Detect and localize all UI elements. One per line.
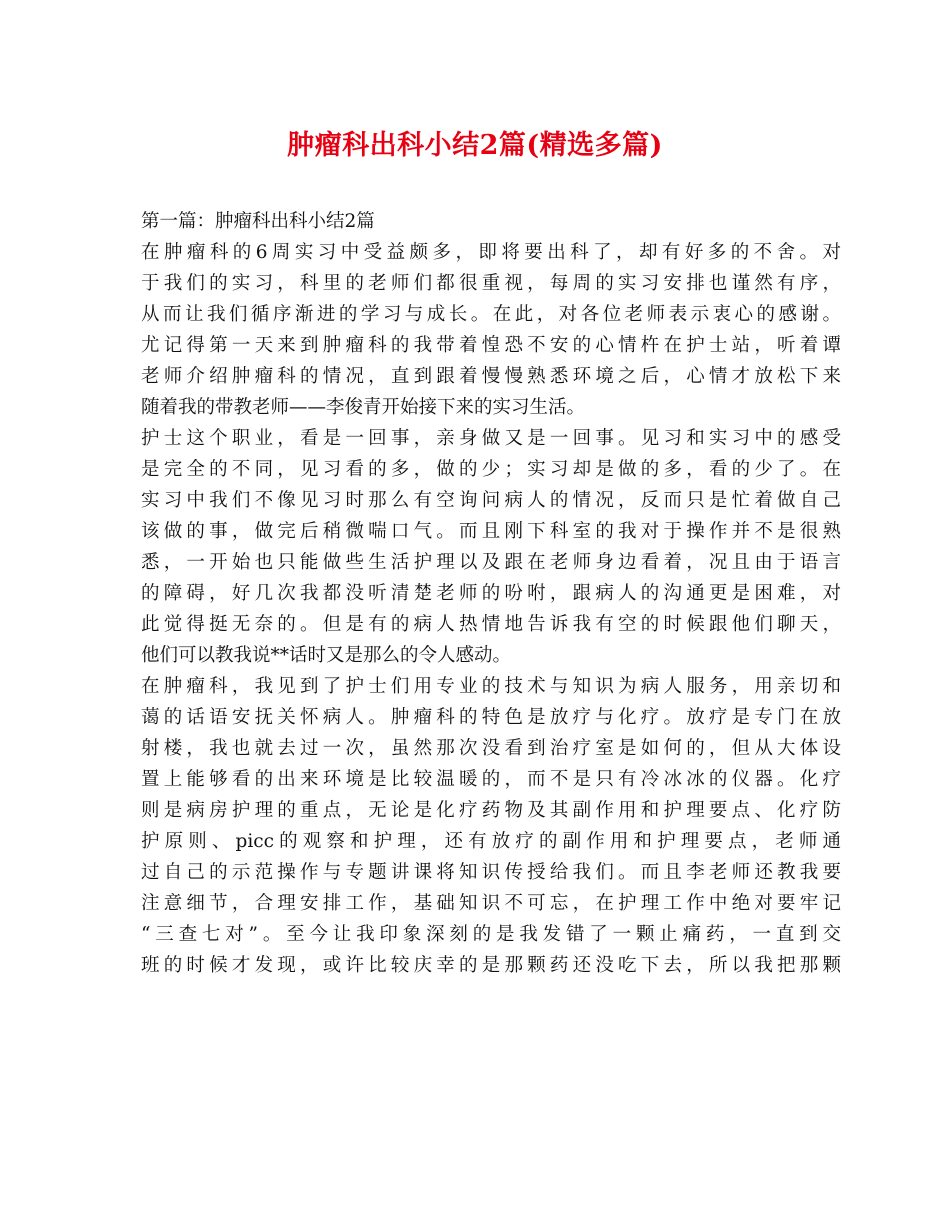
document-title: 肿瘤科出科小结2篇(精选多篇)	[287, 130, 663, 161]
paragraph-line: 过自己的示范操作与专题讲课将知识传授给我们。而且李老师还教我要	[141, 862, 841, 883]
paragraph-line: 该做的事，做完后稍微喘口气。而且刚下科室的我对于操作并不是很熟	[141, 521, 841, 542]
paragraph-line: 于我们的实习，科里的老师们都很重视，每周的实习安排也谨然有序，	[141, 273, 841, 294]
paragraph-line: 从而让我们循序渐进的学习与成长。在此，对各位老师表示衷心的感谢。	[141, 304, 841, 325]
paragraph-line: “三查七对”。至今让我印象深刻的是我发错了一颗止痛药，一直到交	[141, 924, 841, 945]
paragraph-line: 在肿瘤科的6周实习中受益颇多，即将要出科了，却有好多的不舍。对	[141, 242, 841, 263]
paragraph-line: 蔼的话语安抚关怀病人。肿瘤科的特色是放疗与化疗。放疗是专门在放	[141, 707, 841, 728]
paragraph-line: 的障碍，好几次我都没听清楚老师的吩咐，跟病人的沟通更是困难，对	[141, 583, 841, 604]
paragraph-line: 在肿瘤科，我见到了护士们用专业的技术与知识为病人服务，用亲切和	[141, 676, 841, 697]
paragraph-line: 则是病房护理的重点，无论是化疗药物及其副作用和护理要点、化疗防	[141, 800, 841, 821]
paragraph-line: 老师介绍肿瘤科的情况，直到跟着慢慢熟悉环境之后，心情才放松下来	[141, 366, 841, 387]
paragraph-line: 班的时候才发现，或许比较庆幸的是那颗药还没吃下去，所以我把那颗	[141, 955, 841, 976]
paragraph-line: 他们可以教我说**话时又是那么的令人感动。	[141, 645, 512, 666]
paragraph-line: 此觉得挺无奈的。但是有的病人热情地告诉我有空的时候跟他们聊天，	[141, 614, 841, 635]
paragraph-line: 第一篇：肿瘤科出科小结2篇	[141, 211, 375, 232]
paragraph-line: 射楼，我也就去过一次，虽然那次没看到治疗室是如何的，但从大体设	[141, 738, 841, 759]
document-body	[141, 206, 841, 981]
paragraph-line: 是完全的不同，见习看的多，做的少；实习却是做的多，看的少了。在	[141, 459, 841, 480]
paragraph-line: 尤记得第一天来到肿瘤科的我带着惶恐不安的心情杵在护士站，听着谭	[141, 335, 841, 356]
paragraph-line: 护原则、picc的观察和护理，还有放疗的副作用和护理要点，老师通	[141, 831, 841, 852]
paragraph-line: 悉，一开始也只能做些生活护理以及跟在老师身边看着，况且由于语言	[141, 552, 841, 573]
paragraph-line: 置上能够看的出来环境是比较温暖的，而不是只有冷冰冰的仪器。化疗	[141, 769, 841, 790]
paragraph-line: 注意细节，合理安排工作，基础知识不可忘，在护理工作中绝对要牢记	[141, 893, 841, 914]
paragraph-line: 护士这个职业，看是一回事，亲身做又是一回事。见习和实习中的感受	[141, 428, 841, 449]
paragraph-line: 随着我的带教老师——李俊青开始接下来的实习生活。	[141, 397, 586, 418]
paragraph-line: 实习中我们不像见习时那么有空询问病人的情况，反而只是忙着做自己	[141, 490, 841, 511]
